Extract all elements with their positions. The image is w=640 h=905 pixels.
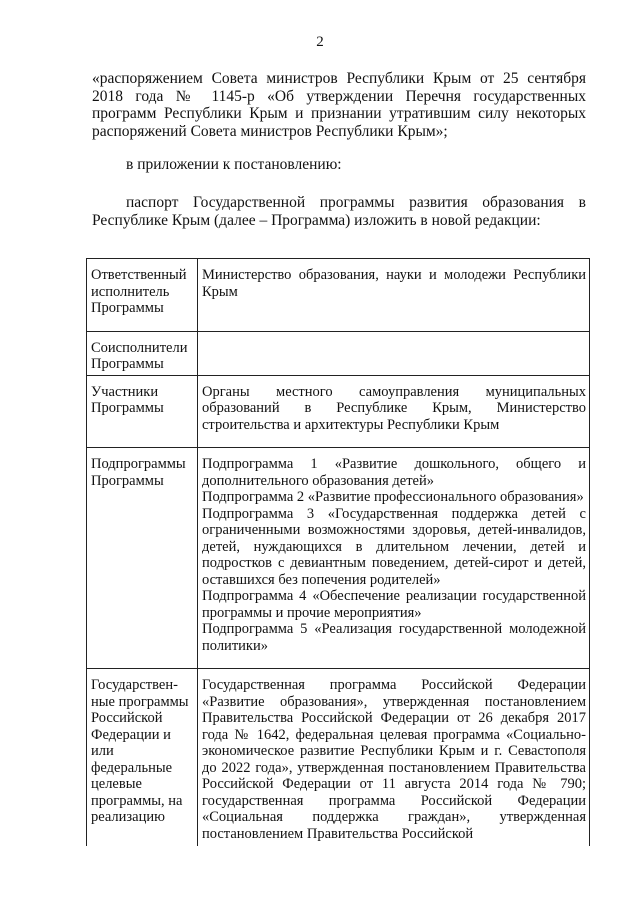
row-value-responsible: Министерство образования, науки и молодежи Республики Крым xyxy=(198,259,590,332)
subprogram-item: Подпрограмма 3 «Государственная поддержка детей с ограниченными возможностями здоровья, детей-инвалидов, детей, нуждающихся в длительном лечении, детей и подростков с девиантным поведением, детей-сирот и детей, оставшихся без попечения родителей» xyxy=(202,505,586,588)
annex-paragraph: в приложении к постановлению: xyxy=(126,156,342,173)
row-value-subprograms xyxy=(198,448,590,669)
subprogram-item: Подпрограмма 2 «Развитие профессионального образования» xyxy=(202,489,584,505)
subprogram-item: Подпрограмма 5 «Реализация государственной молодежной политики» xyxy=(202,621,586,654)
page-number: 2 xyxy=(316,34,324,50)
row-label-responsible: Ответственный исполнитель Программы xyxy=(87,259,198,332)
table-row xyxy=(87,669,590,847)
row-label-participants: Участники Программы xyxy=(87,375,198,448)
row-label-coexecutors: Соисполнители Программы xyxy=(87,331,198,375)
row-value-participants: Органы местного самоуправления муниципальных образований в Республике Крым, Министерство строительства и архитектуры Республики Крым xyxy=(198,375,590,448)
table-row xyxy=(87,375,590,448)
empty-cell xyxy=(202,340,586,356)
subprogram-item: Подпрограмма 1 «Развитие дошкольного, общего и дополнительного образования детей» xyxy=(202,456,586,489)
row-label-subprograms: Подпрограммы Программы xyxy=(87,448,198,669)
row-value-coexecutors xyxy=(198,331,590,375)
passport-paragraph: паспорт Государственной программы развития образования в Республике Крым (далее – Программа) изложить в новой редакции: xyxy=(92,194,586,229)
table-row xyxy=(87,448,590,669)
intro-paragraph: «распоряжением Совета министров Республики Крым от 25 сентября 2018 года № 1145-р «Об утверждении Перечня государственных программ Республики Крым и признании утратившим силу некоторых распоряжений Совета министров Республики Крым»; xyxy=(92,70,586,140)
table-row xyxy=(87,331,590,375)
program-passport-table xyxy=(86,258,590,846)
table-row xyxy=(87,259,590,332)
row-value-state-programs: Государственная программа Российской Федерации «Развитие образования», утвержденная постановлением Правительства Российской Федерации от 26 декабря 2017 года № 1642, федеральная целевая программа «Социально-экономическое развитие Республики Крым и г. Севастополя до 2022 года», утвержденная постановлением Правительства Российской Федерации от 11 августа 2014 года № 790; государственная программа Российской Федерации «Социальная поддержка граждан», утвержденная постановлением Правительства Российской xyxy=(198,669,590,847)
subprogram-item: Подпрограмма 4 «Обеспечение реализации государственной программы и прочие мероприятия» xyxy=(202,588,586,621)
row-label-state-programs: Государствен-ные программы Российской Федерации и или федеральные целевые программы, на реализацию xyxy=(87,669,198,847)
